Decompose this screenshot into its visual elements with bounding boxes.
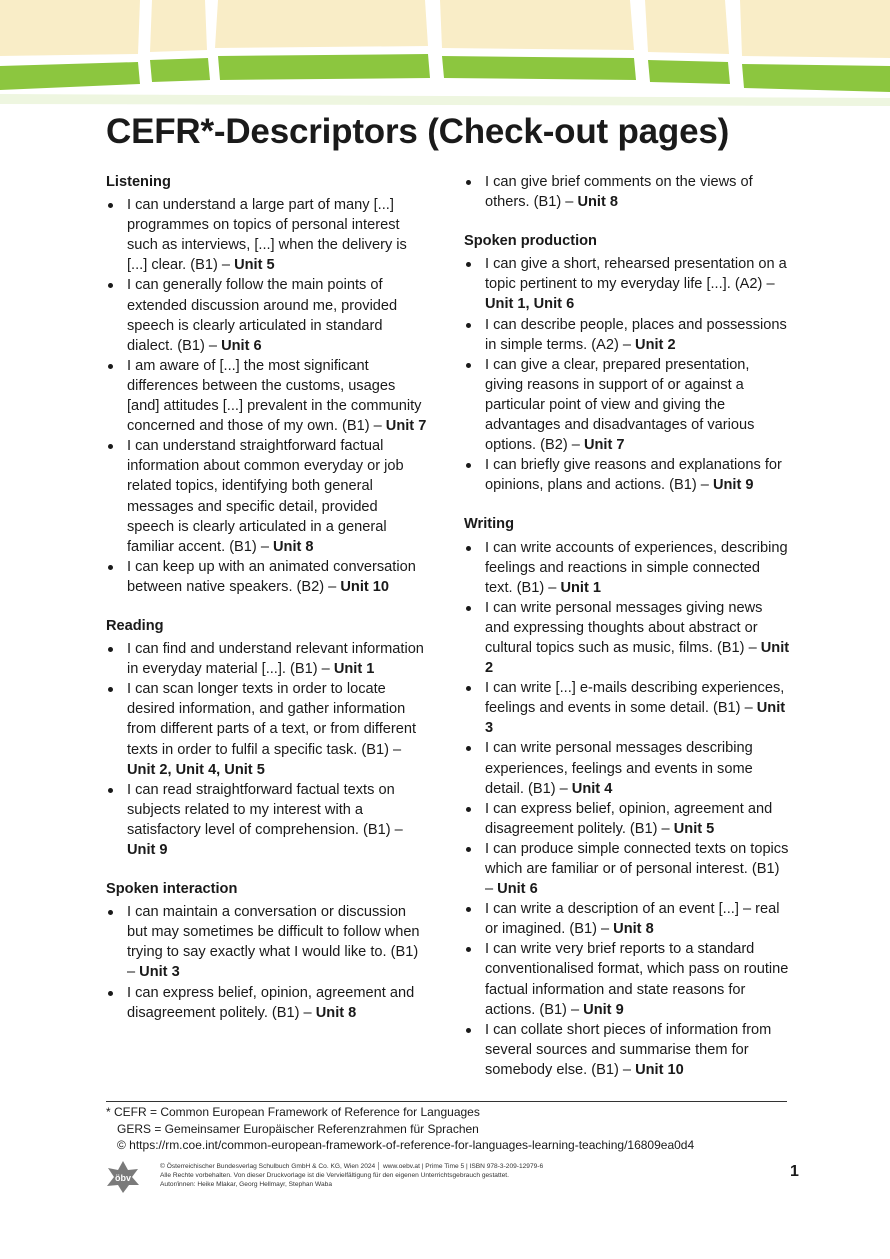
descriptor-item xyxy=(464,678,790,738)
descriptor-text: I can give a clear, prepared presentation, giving reasons in support of or against a particular point of view and giving the advantages and disadvantages of various options. (B2) – xyxy=(485,356,755,454)
descriptor-text: I can produce simple connected texts on topics which are familiar or of personal interest. (B1) – xyxy=(485,840,789,898)
descriptor-text: I can write accounts of experiences, describing feelings and reactions in simple connected text. (B1) – xyxy=(485,539,788,596)
publisher-logo-icon xyxy=(104,1160,142,1194)
descriptor-text: I can keep up with an animated conversation between native speakers. (B2) – xyxy=(127,558,416,595)
unit-ref: Unit 5 xyxy=(234,257,275,274)
descriptor-text: I can write [...] e-mails describing experiences, feelings and events in some detail. (B1) – xyxy=(485,680,785,717)
descriptor-item xyxy=(106,436,428,557)
descriptor-item xyxy=(464,355,790,455)
unit-ref: Unit 1, Unit 6 xyxy=(485,296,575,313)
descriptor-item xyxy=(106,983,428,1023)
descriptor-item xyxy=(106,902,428,982)
imprint xyxy=(160,1162,543,1189)
descriptor-text: I can give brief comments on the views of others. (B1) – xyxy=(485,174,753,211)
descriptor-text: I am aware of [...] the most significant differences between the customs, usages [and] attitudes [...] prevalent in the community concerned and those of my own. (B1) – xyxy=(127,357,422,435)
descriptor-list xyxy=(464,172,790,212)
descriptor-item xyxy=(106,356,428,436)
descriptor-item xyxy=(106,639,428,679)
descriptor-item xyxy=(464,738,790,798)
descriptor-item xyxy=(464,1020,790,1080)
descriptor-item xyxy=(464,598,790,678)
descriptor-list xyxy=(464,538,790,1081)
descriptor-text: I can write very brief reports to a standard conventionalised format, which pass on routine factual information and state reasons for actions. (B1) – xyxy=(485,941,789,1018)
descriptor-item xyxy=(106,275,428,355)
descriptor-item xyxy=(464,839,790,899)
unit-ref: Unit 3 xyxy=(139,964,180,981)
unit-ref: Unit 10 xyxy=(340,578,390,595)
unit-ref: Unit 9 xyxy=(127,842,168,858)
descriptor-item xyxy=(464,455,790,495)
logo-text: öbv xyxy=(114,1173,132,1183)
right-column xyxy=(464,172,790,1099)
descriptor-text: I can express belief, opinion, agreement and disagreement politely. (B1) – xyxy=(485,800,773,837)
descriptor-text: I can give a short, rehearsed presentation on a topic pertinent to my everyday life [...]. (A2) – xyxy=(485,256,787,293)
descriptor-item xyxy=(464,939,790,1019)
footnote-divider xyxy=(106,1101,787,1102)
unit-ref: Unit 6 xyxy=(221,337,262,354)
footnote-source-link[interactable]: © https://rm.coe.int/common-european-framework-of-reference-for-languages-learning-teaching/16809ea0d4 xyxy=(117,1138,695,1152)
section-writing xyxy=(464,514,790,1080)
section-heading: Reading xyxy=(106,617,164,634)
descriptor-item xyxy=(106,557,428,597)
unit-ref: Unit 2, Unit 4, Unit 5 xyxy=(127,761,265,778)
descriptor-text: I can understand a large part of many [...] programmes on topics of personal interest such as interviews, [...] when the delivery is [...] clear. (B1) – xyxy=(127,197,407,274)
unit-ref: Unit 2 xyxy=(485,639,790,677)
unit-ref: Unit 9 xyxy=(712,477,754,494)
unit-ref: Unit 8 xyxy=(273,538,314,555)
descriptor-text: I can generally follow the main points of extended discussion around me, provided speech is clearly articulated in standard dialect. (B1) – xyxy=(127,277,398,354)
unit-ref: Unit 8 xyxy=(315,1004,357,1021)
section-spoken-interaction-continued xyxy=(464,172,790,212)
imprint-line: Autor/innen: Heike Mlakar, Georg Hellmayr, Stephan Waba xyxy=(160,1181,333,1188)
descriptor-text: I can read straightforward factual texts on subjects related to my interest with a satisfactory level of comprehension. (B1) – xyxy=(127,781,403,838)
footnote xyxy=(106,1104,694,1154)
unit-ref: Unit 5 xyxy=(673,820,715,837)
descriptor-item xyxy=(464,538,790,598)
descriptor-text: I can write personal messages describing experiences, feelings and events in some detail. (B1) – xyxy=(485,740,753,797)
unit-ref: Unit 9 xyxy=(583,1001,624,1018)
unit-ref: Unit 7 xyxy=(385,418,427,435)
unit-ref: Unit 1 xyxy=(560,579,601,596)
descriptor-list xyxy=(106,639,428,860)
descriptor-list xyxy=(106,902,428,1023)
descriptor-text: I can describe people, places and possessions in simple terms. (A2) – xyxy=(485,316,787,353)
section-listening xyxy=(106,172,428,597)
section-spoken-interaction xyxy=(106,879,428,1023)
left-column xyxy=(106,172,428,1042)
descriptor-text: I can find and understand relevant information in everyday material [...]. (B1) – xyxy=(127,641,424,678)
descriptor-text: I can express belief, opinion, agreement and disagreement politely. (B1) – xyxy=(127,984,415,1021)
descriptor-item xyxy=(106,195,428,275)
descriptor-item xyxy=(464,254,790,314)
unit-ref: Unit 3 xyxy=(485,700,786,737)
descriptor-item xyxy=(464,899,790,939)
descriptor-text: I can write a description of an event [...] – real or imagined. (B1) – xyxy=(485,901,780,938)
section-heading: Spoken production xyxy=(464,233,597,250)
descriptor-item xyxy=(464,315,790,355)
section-heading: Spoken interaction xyxy=(106,881,238,898)
unit-ref: Unit 2 xyxy=(635,336,676,353)
unit-ref: Unit 1 xyxy=(333,661,375,678)
descriptor-item xyxy=(106,780,428,860)
unit-ref: Unit 10 xyxy=(635,1061,684,1078)
footnote-line: * CEFR = Common European Framework of Reference for Languages xyxy=(106,1105,480,1119)
unit-ref: Unit 4 xyxy=(571,780,613,797)
section-heading: Listening xyxy=(106,174,171,190)
page-title: CEFR*-Descriptors (Check-out pages) xyxy=(106,112,730,151)
descriptor-text: I can collate short pieces of information from several sources and summarise them for somebody else. (B1) – xyxy=(485,1021,772,1078)
descriptor-text: I can briefly give reasons and explanations for opinions, plans and actions. (B1) – xyxy=(485,457,782,494)
section-spoken-production xyxy=(464,231,790,495)
descriptor-list xyxy=(464,254,790,495)
descriptor-list xyxy=(106,195,428,597)
descriptor-text: I can maintain a conversation or discussion but may sometimes be difficult to follow when trying to say exactly what I would like to. (B1) – xyxy=(127,904,420,981)
descriptor-item xyxy=(464,799,790,839)
descriptor-text: I can understand straightforward factual information about common everyday or job related topics, identifying both general messages and specific detail, provided speech is clearly articulated in a general familiar accent. (B1) – xyxy=(127,438,404,555)
unit-ref: Unit 8 xyxy=(613,921,654,938)
footnote-line: GERS = Gemeinsamer Europäischer Referenzrahmen für Sprachen xyxy=(117,1121,479,1136)
imprint-line: Alle Rechte vorbehalten. Von dieser Druckvorlage ist die Vervielfältigung für den eigenen Unterrichtsgebrauch gestattet. xyxy=(160,1172,509,1179)
unit-ref: Unit 6 xyxy=(497,881,538,898)
descriptor-item xyxy=(106,679,428,779)
header-banner xyxy=(0,0,890,110)
imprint-line: © Österreichischer Bundesverlag Schulbuch GmbH & Co. KG, Wien 2024 │ www.oebv.at | Prime Time 5 | ISBN 978-3-209-12979-6 xyxy=(160,1163,544,1170)
section-heading: Writing xyxy=(464,516,514,533)
descriptor-text: I can write personal messages giving news and expressing thoughts about abstract or cultural topics such as music, films. (B1) – xyxy=(485,599,763,656)
unit-ref: Unit 7 xyxy=(583,437,625,454)
descriptor-item xyxy=(464,172,790,212)
unit-ref: Unit 8 xyxy=(577,194,619,211)
section-reading xyxy=(106,616,428,860)
descriptor-text: I can scan longer texts in order to locate desired information, and gather information from different parts of a text, or from different texts in order to fulfil a specific task. (B1) – xyxy=(127,681,417,758)
page-number: 1 xyxy=(790,1163,799,1180)
